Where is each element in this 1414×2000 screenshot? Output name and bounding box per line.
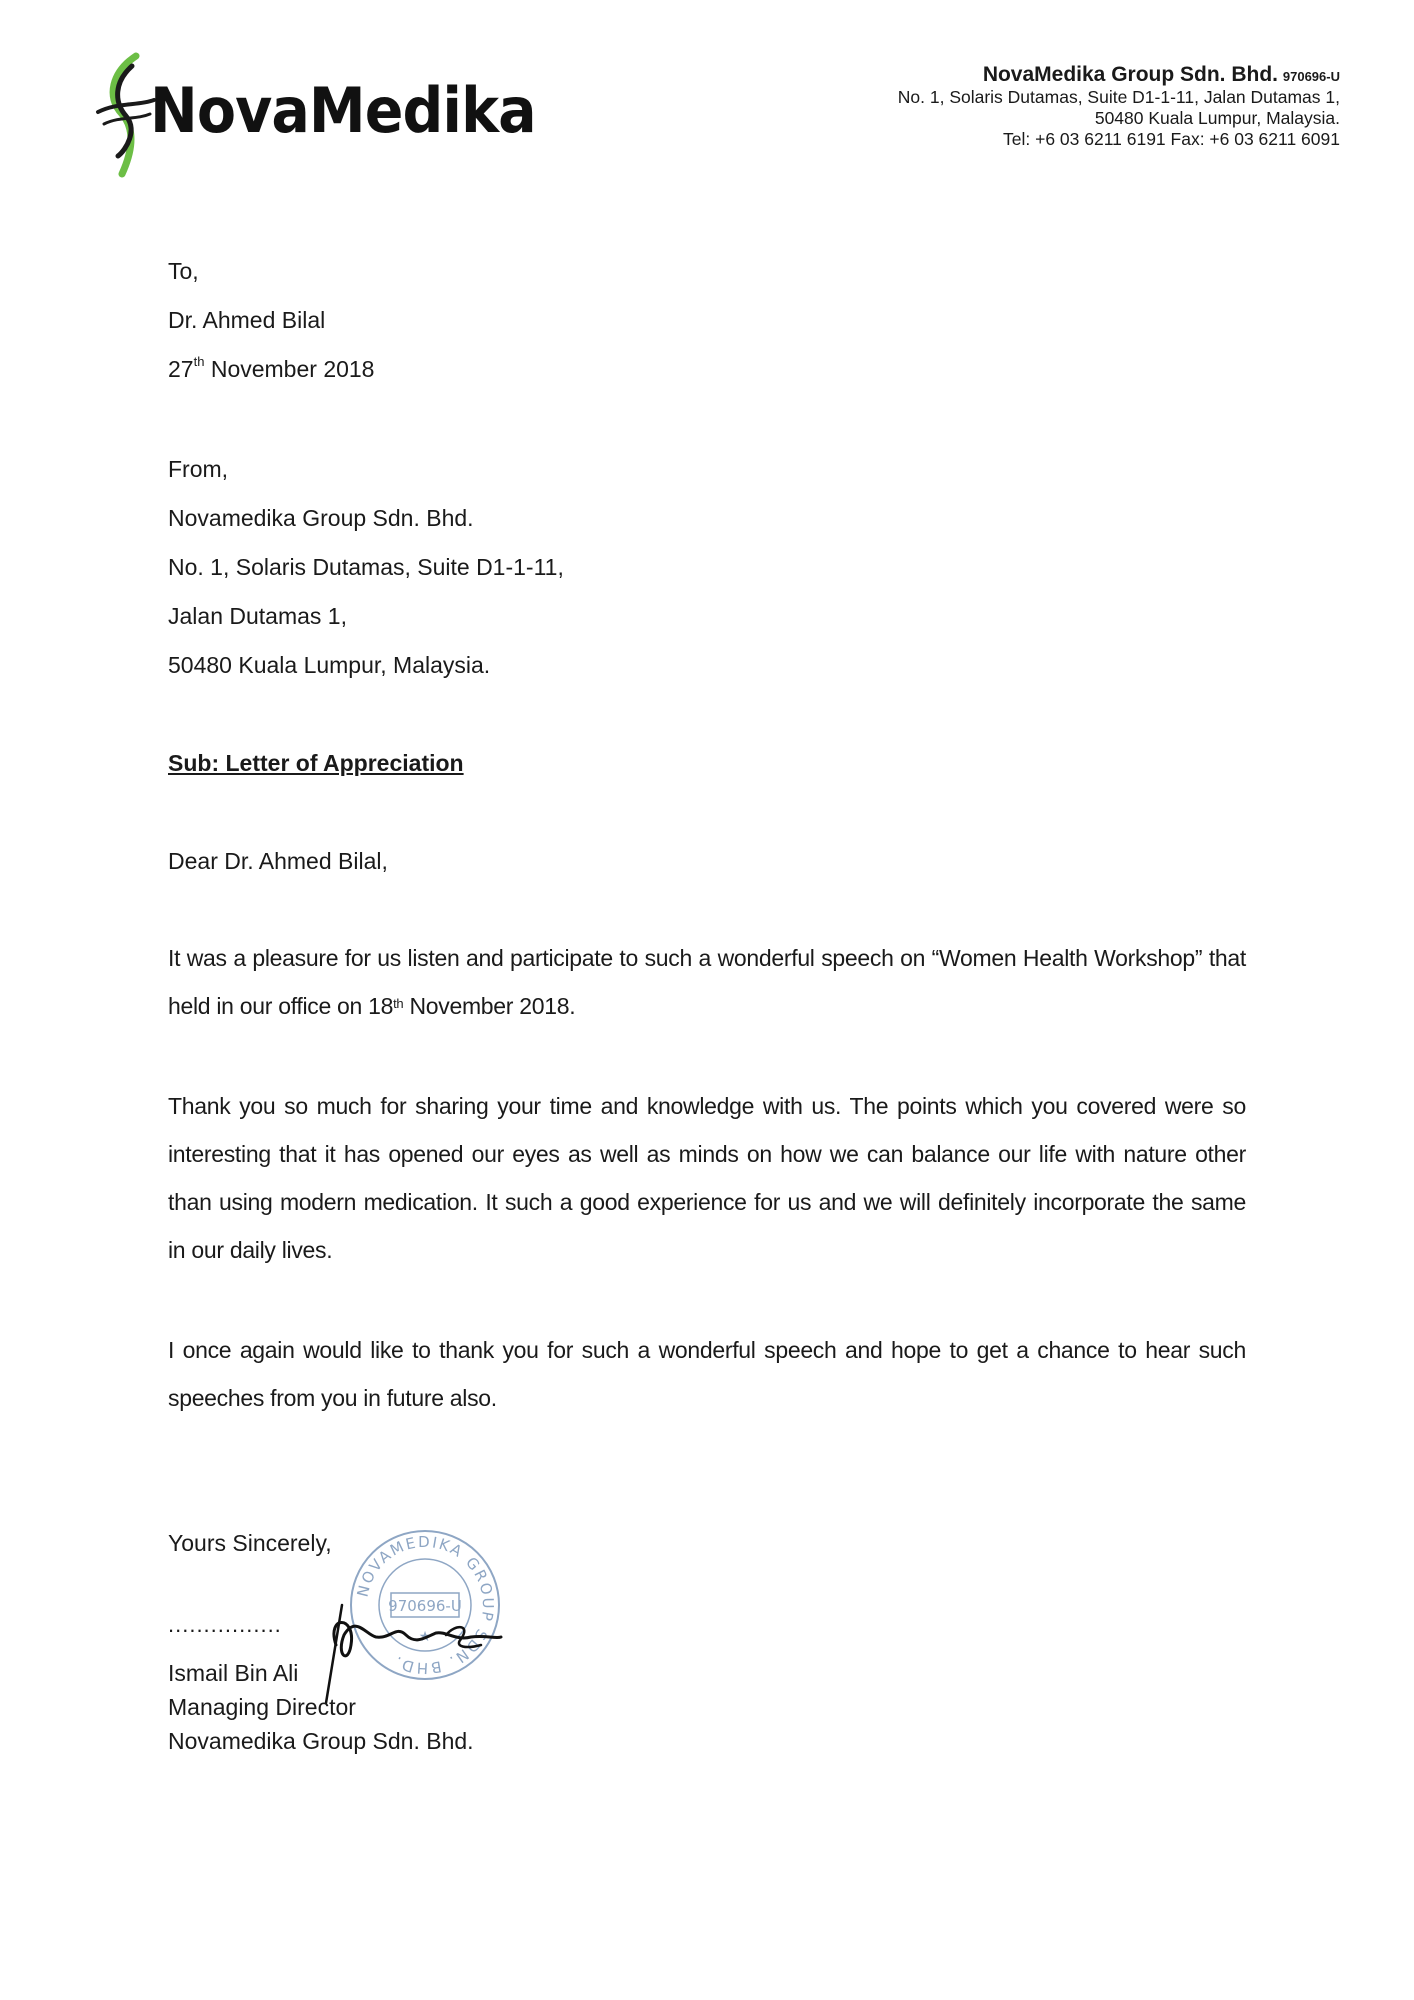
letterhead-company: NovaMedika Group Sdn. Bhd. xyxy=(982,63,1279,86)
to-label: To, xyxy=(168,258,199,284)
sender-line-1: Novamedika Group Sdn. Bhd. xyxy=(168,505,474,531)
signatory-title: Managing Director xyxy=(168,1694,356,1720)
signatory-name: Ismail Bin Ali xyxy=(168,1660,299,1686)
letterhead-address-2: 50480 Kuala Lumpur, Malaysia. xyxy=(1094,108,1340,128)
paragraph-1: It was a pleasure for us listen and participate to such a wonderful speech on “Women Health Workshop” that held in our office on 18th November 2018. xyxy=(168,945,1246,1019)
letterhead-reg-no: 970696-U xyxy=(1282,69,1340,84)
sign-off: Yours Sincerely, xyxy=(168,1530,332,1556)
letter-date: 27th November 2018 xyxy=(168,354,375,382)
paragraph-3: I once again would like to thank you for such a wonderful speech and hope to get a chance to hear such speeches from you in future also. xyxy=(168,1337,1246,1411)
salutation: Dear Dr. Ahmed Bilal, xyxy=(168,848,388,874)
signatory-company: Novamedika Group Sdn. Bhd. xyxy=(168,1728,474,1754)
sender-line-2: No. 1, Solaris Dutamas, Suite D1-1-11, xyxy=(168,554,564,580)
letterhead-address-1: No. 1, Solaris Dutamas, Suite D1-1-11, Jalan Dutamas 1, xyxy=(897,87,1340,107)
letterhead-block xyxy=(898,64,1340,150)
sender-line-4: 50480 Kuala Lumpur, Malaysia. xyxy=(168,652,491,678)
from-label: From, xyxy=(168,456,229,482)
sender-line-3: Jalan Dutamas 1, xyxy=(168,603,347,629)
novamedika-logo xyxy=(92,52,536,182)
letterhead-tel-fax: Tel: +6 03 6211 6191 Fax: +6 03 6211 6091 xyxy=(1003,129,1340,149)
handwritten-signature xyxy=(296,1575,516,1705)
paragraph-2: Thank you so much for sharing your time and knowledge with us. The points which you covered were so interesting that it has opened our eyes as well as minds on how we can balance our life with nature other than using modern medication. It such a good experience for us and we will definitely incorporate the same in our daily lives. xyxy=(168,1093,1246,1263)
recipient-name: Dr. Ahmed Bilal xyxy=(168,307,326,333)
svg-text:NOVAMEDIKA GROUP SDN. BHD.: NOVAMEDIKA GROUP SDN. BHD. xyxy=(353,1532,498,1678)
logo-wordmark: NovaMedika xyxy=(150,74,536,147)
subject-line: Sub: Letter of Appreciation xyxy=(168,750,464,776)
svg-text:970696-U: 970696-U xyxy=(388,1597,462,1615)
signature-dots: ................ xyxy=(168,1612,282,1637)
stamp-star-icon: ★ xyxy=(418,1629,432,1645)
